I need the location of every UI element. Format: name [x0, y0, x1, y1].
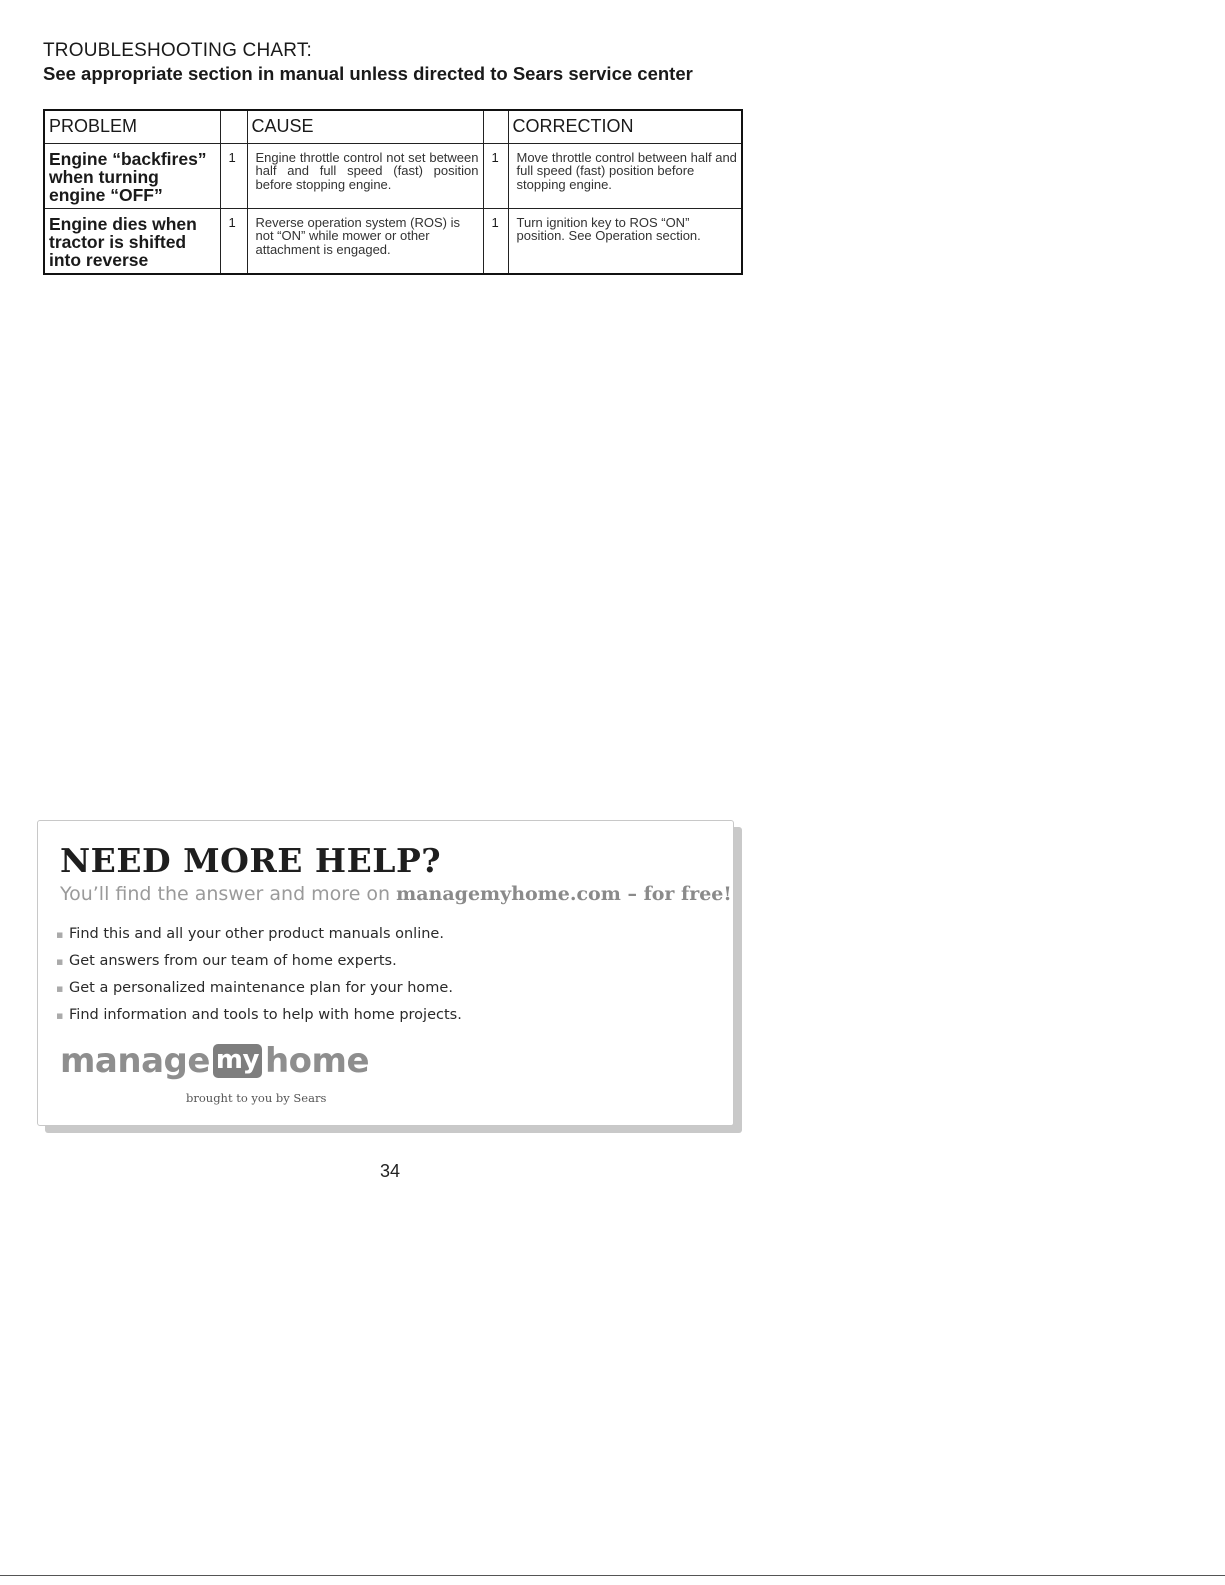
cause-cell: Engine throttle control not set between half and full speed (fast) position before stopping engine.	[247, 143, 483, 208]
problem-cell: Engine “backfires” when turning engine “OFF”	[44, 143, 220, 208]
help-promo-box	[37, 820, 734, 1126]
column-header-spacer	[483, 110, 508, 143]
help-tagline	[60, 883, 732, 905]
page-bottom-divider	[0, 1575, 1225, 1576]
table-header-row	[44, 110, 742, 143]
tagline-text: You’ll find the answer and more on	[60, 883, 397, 905]
cause-number: 1	[220, 143, 247, 208]
page-title: TROUBLESHOOTING CHART:	[43, 40, 313, 61]
correction-number: 1	[483, 143, 508, 208]
correction-number: 1	[483, 208, 508, 274]
page-subtitle: See appropriate section in manual unless directed to Sears service center	[43, 63, 693, 84]
list-item	[56, 1002, 462, 1029]
list-item	[56, 948, 462, 975]
column-header-cause: CAUSE	[247, 110, 483, 143]
cause-number: 1	[220, 208, 247, 274]
problem-cell: Engine dies when tractor is shifted into reverse	[44, 208, 220, 274]
list-item	[56, 975, 462, 1002]
list-item-text: Get answers from our team of home experts.	[69, 953, 397, 969]
table-row	[44, 208, 742, 274]
column-header-spacer	[220, 110, 247, 143]
bullet-icon: ▪	[56, 928, 64, 941]
logo-byline: brought to you by Sears	[186, 1091, 327, 1105]
troubleshooting-table	[43, 109, 743, 275]
bullet-icon: ▪	[56, 1009, 64, 1022]
correction-cell: Move throttle control between half and full speed (fast) position before stopping engine.	[508, 143, 742, 208]
page-number: 34	[380, 1161, 401, 1181]
correction-cell: Turn ignition key to ROS “ON” position. See Operation section.	[508, 208, 742, 274]
help-benefits-list	[56, 921, 462, 1029]
bullet-icon: ▪	[56, 955, 64, 968]
managemyhome-logo	[60, 1039, 369, 1083]
list-item	[56, 921, 462, 948]
logo-part-home: home	[264, 1041, 370, 1081]
logo-part-manage: manage	[60, 1041, 210, 1081]
table-row	[44, 143, 742, 208]
list-item-text: Find this and all your other product manuals online.	[69, 926, 444, 942]
cause-cell: Reverse operation system (ROS) is not “ON” while mower or other attachment is engaged.	[247, 208, 483, 274]
tagline-link-text: managemyhome.com – for free!	[396, 883, 732, 905]
column-header-problem: PROBLEM	[44, 110, 220, 143]
column-header-correction: CORRECTION	[508, 110, 742, 143]
list-item-text: Find information and tools to help with home projects.	[69, 1007, 462, 1023]
bullet-icon: ▪	[56, 982, 64, 995]
logo-part-my: my	[213, 1044, 262, 1078]
list-item-text: Get a personalized maintenance plan for your home.	[69, 980, 453, 996]
help-title: NEED MORE HELP?	[60, 841, 442, 880]
